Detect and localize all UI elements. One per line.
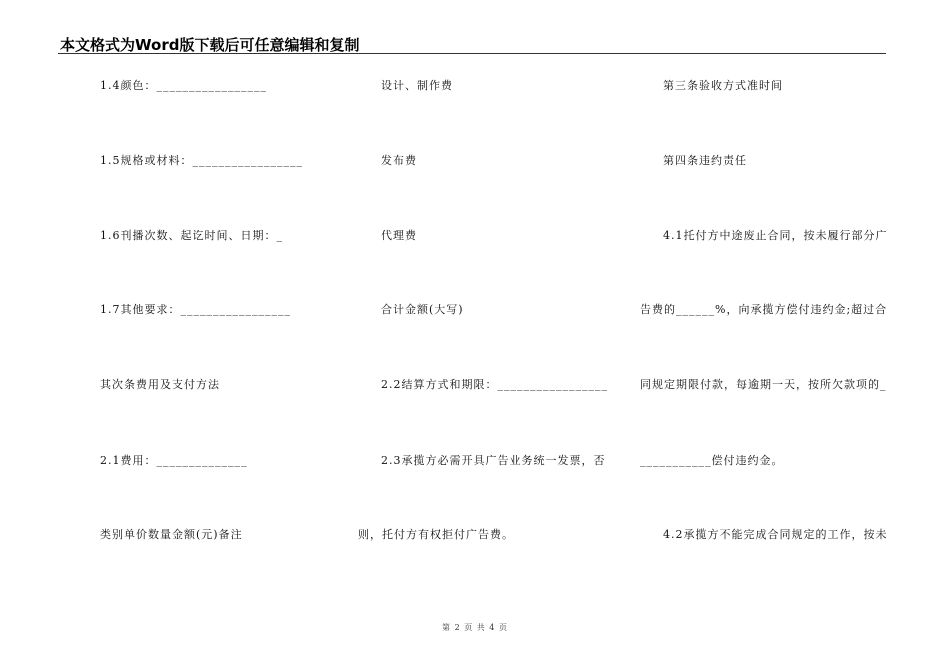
right-line-3: 4.1托付方中途废止合同，按未履行部分广 [663,229,888,242]
right-line-7: 4.2承揽方不能完成合同规定的工作，按未 [663,528,888,541]
left-line-5: 其次条费用及支付方法 [100,378,220,391]
left-line-6: 2.1费用：______________ [100,454,248,467]
middle-line-3: 代理费 [381,229,417,242]
middle-line-7: 则，托付方有权拒付广告费。 [358,528,514,541]
right-line-6: ___________偿付违约金。 [640,454,784,467]
right-line-2: 第四条违约责任 [663,154,747,167]
right-line-1: 第三条验收方式准时间 [663,79,783,92]
middle-line-6: 2.3承揽方必需开具广告业务统一发票，否 [381,454,606,467]
right-line-5: 同规定期限付款，每逾期一天，按所欠款项的_ [640,378,887,391]
left-line-3: 1.6刊播次数、起讫时间、日期：_ [100,229,283,242]
middle-line-2: 发布费 [381,154,417,167]
document-header-title: 本文格式为Word版下载后可任意编辑和复制 [60,36,360,54]
left-line-7: 类别单价数量金额(元)备注 [100,528,243,541]
left-line-1: 1.4颜色：_________________ [100,79,267,92]
middle-line-5: 2.2结算方式和期限：_________________ [381,378,608,391]
left-line-2: 1.5规格或材料：_________________ [100,154,303,167]
middle-line-4: 合计金额(大写) [381,303,464,316]
left-line-4: 1.7其他要求：_________________ [100,303,291,316]
middle-line-1: 设计、制作费 [381,79,453,92]
page-footer: 第 2 页 共 4 页 [442,623,508,632]
header-divider [58,53,886,54]
right-line-4: 告费的______%，向承揽方偿付违约金;超过合 [640,303,888,316]
